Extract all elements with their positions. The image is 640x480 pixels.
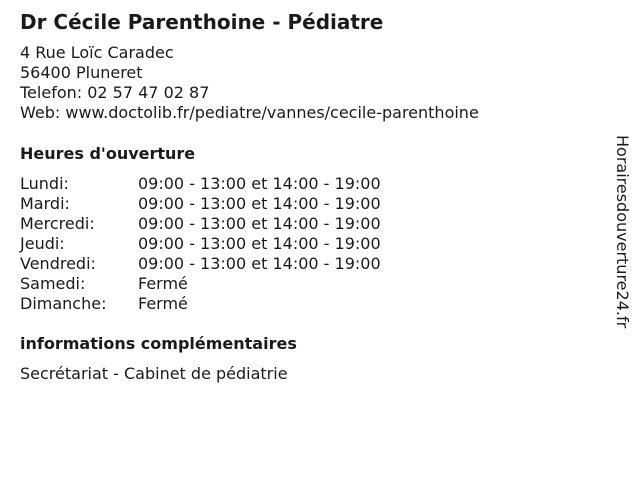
day-label: Jeudi: (20, 234, 65, 253)
time-value: 09:00 - 13:00 et 14:00 - 19:00 (138, 214, 381, 233)
day-label: Dimanche: (20, 294, 107, 313)
page-title: Dr Cécile Parenthoine - Pédiatre (20, 10, 384, 34)
time-value: Fermé (138, 294, 188, 313)
additional-info-heading: informations complémentaires (20, 334, 297, 353)
day-label: Samedi: (20, 274, 86, 293)
website-link[interactable]: Web: www.doctolib.fr/pediatre/vannes/cecile-parenthoine (20, 103, 479, 122)
street-address: 4 Rue Loïc Caradec (20, 43, 174, 62)
phone-number: Telefon: 02 57 47 02 87 (20, 83, 210, 102)
day-label: Vendredi: (20, 254, 96, 273)
day-label: Lundi: (20, 174, 69, 193)
day-label: Mardi: (20, 194, 70, 213)
opening-hours-heading: Heures d'ouverture (20, 144, 196, 163)
time-value: Fermé (138, 274, 188, 293)
site-watermark: Horairesdouverture24.fr (613, 135, 632, 329)
city-postal-code: 56400 Pluneret (20, 63, 143, 82)
time-value: 09:00 - 13:00 et 14:00 - 19:00 (138, 254, 381, 273)
address-block (20, 43, 479, 123)
time-value: 09:00 - 13:00 et 14:00 - 19:00 (138, 194, 381, 213)
additional-info-text: Secrétariat - Cabinet de pédiatrie (20, 364, 288, 383)
time-value: 09:00 - 13:00 et 14:00 - 19:00 (138, 174, 381, 193)
time-value: 09:00 - 13:00 et 14:00 - 19:00 (138, 234, 381, 253)
day-label: Mercredi: (20, 214, 95, 233)
